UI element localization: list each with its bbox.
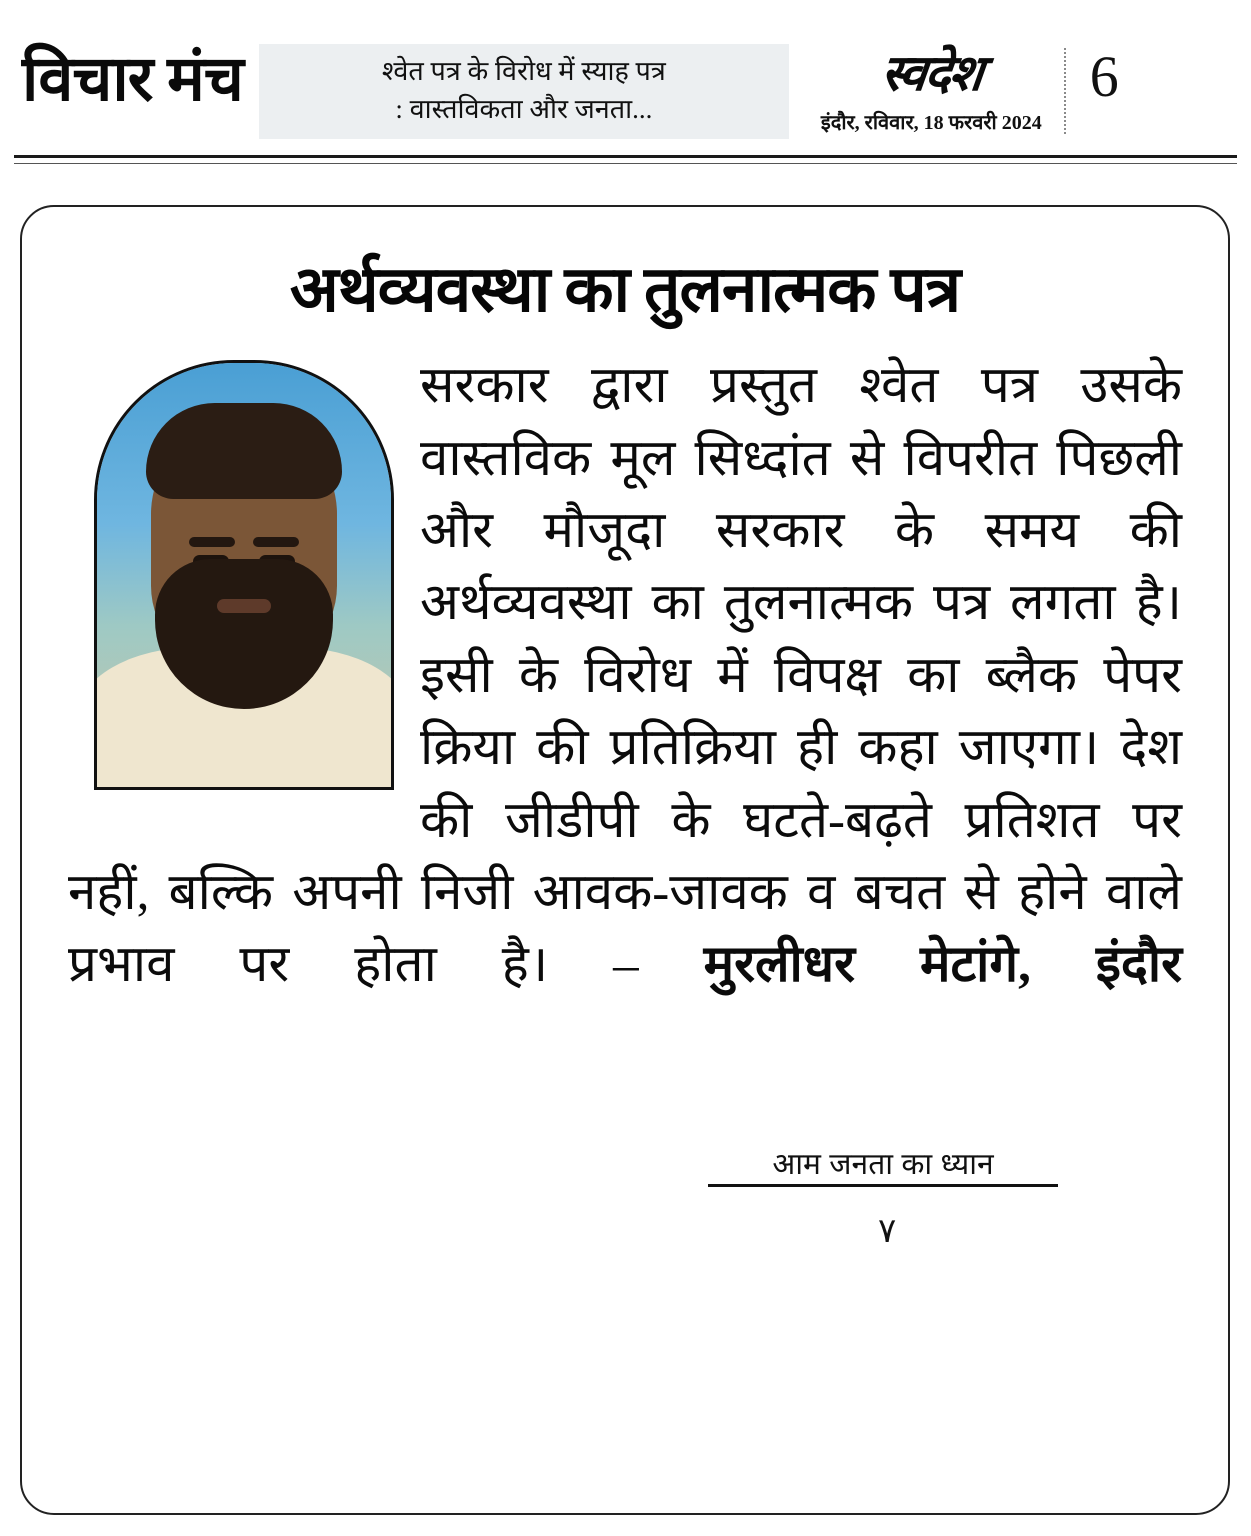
article-headline: अर्थव्यवस्था का तुलनात्मक पत्र [289, 254, 961, 325]
article-paragraph-2: देश की जीडीपी के घटते-बढ़ते प्रतिशत पर नहीं, बल्कि अपनी निजी आवक-जावक व बचत से होने वाले प्रभाव पर होता है। – [68, 720, 1183, 994]
kicker-line-1: श्वेत पत्र के विरोध में स्याह पत्र [381, 56, 666, 86]
kicker-box [259, 44, 789, 139]
article-body [68, 350, 1183, 1251]
portrait-hair [146, 403, 342, 499]
masthead-rule-thin [14, 163, 1237, 164]
article-author: मुरलीधर मेटांगे, इंदौर [703, 937, 1183, 994]
masthead [0, 0, 1251, 172]
author-portrait [94, 360, 394, 790]
portrait-brow-left [189, 537, 235, 547]
newspaper-brand [820, 45, 1042, 135]
section-title: विचार मंच [22, 44, 243, 114]
brand-logo: स्वदेश [878, 45, 985, 101]
annotation-underline [708, 1184, 1058, 1187]
brand-edition-line: इंदौर, रविवार, 18 फरवरी 2024 [820, 112, 1042, 134]
article-card [20, 205, 1230, 1515]
masthead-rule-thick [14, 155, 1237, 158]
article-content [22, 207, 1228, 1251]
masthead-row [22, 0, 1229, 150]
handwritten-annotation [708, 1150, 1058, 1249]
page-number-container [1064, 44, 1119, 134]
annotation-caret-icon: ٧ [878, 1213, 897, 1251]
annotation-text: आम जनता का ध्यान [772, 1148, 994, 1182]
page-number: 6 [1089, 44, 1119, 109]
article-paragraph-1: सरकार द्वारा प्रस्तुत श्वेत पत्र उसके वास्तविक मूल सिध्दांत से विपरीत पिछली और मौजूदा सरकार के समय की अर्थव्यवस्था का तुलनात्मक पत्र लगता है। इसी के विरोध में विपक्ष का ब्लैक पेपर क्रिया की प्रतिक्रिया ही कहा जाएगा। [420, 358, 1182, 777]
portrait-brow-right [253, 537, 299, 547]
kicker-line-2: : वास्तविकता और जनता... [395, 94, 653, 125]
portrait-mouth [217, 599, 271, 613]
